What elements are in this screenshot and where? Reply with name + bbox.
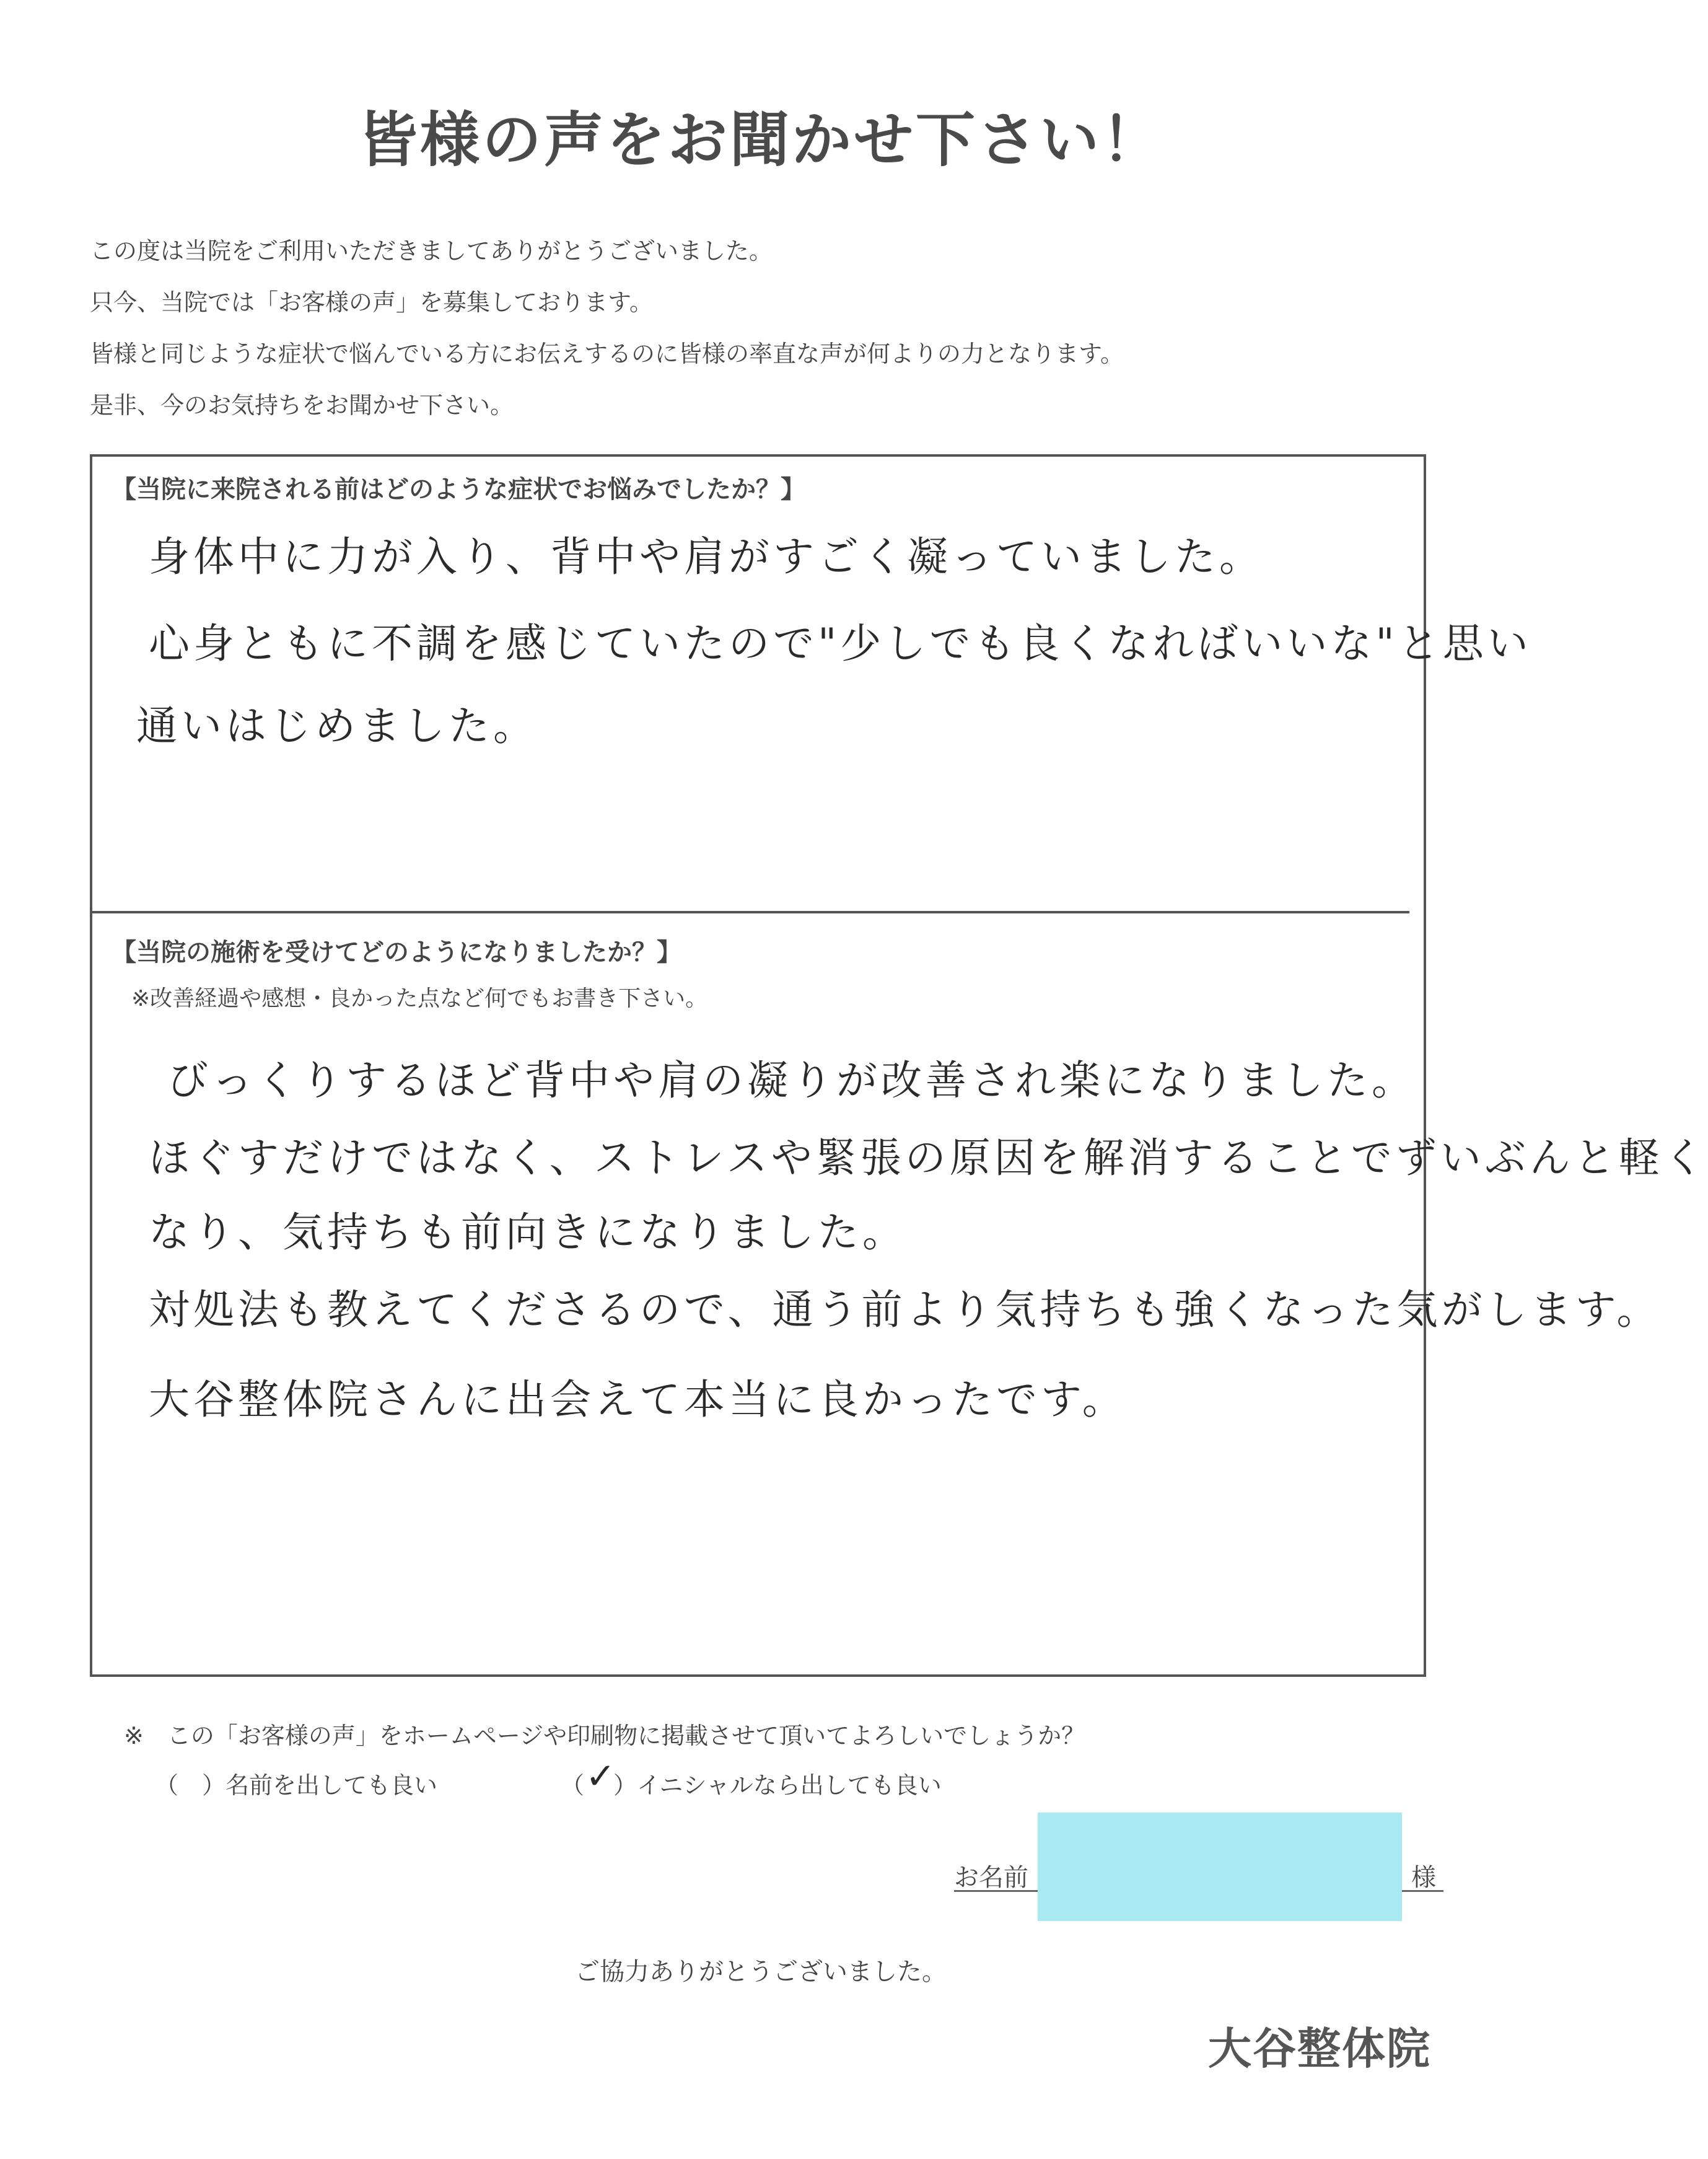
thanks-text: ご協力ありがとうございました。 [575,1958,947,1986]
check-mark-icon: ✓ [585,1755,616,1797]
name-redaction [1038,1813,1402,1921]
question2-answer-line: びっくりするほど背中や肩の凝りが改善され楽になりました。 [167,1057,1416,1104]
intro-line: この度は当院をご利用いただきましてありがとうございました。 [90,237,773,265]
question2-answer-line: 大谷整体院さんに出会えて本当に良かったです。 [149,1376,1127,1423]
question2-answer-line: ほぐすだけではなく、ストレスや緊張の原因を解消することでずいぶんと軽く [149,1134,1708,1182]
clinic-name: 大谷整体院 [1208,2023,1431,2074]
intro-text [90,235,1124,441]
consent-question: ※ この「お客様の声」をホームページや印刷物に掲載させて頂いてよろしいでしょうか？ [124,1722,1085,1749]
question1-answer-line: 身体中に力が入り、背中や肩がすごく凝っていました。 [149,533,1264,581]
intro-line: 只今、当院では「お客様の声」を募集しております。 [90,289,653,316]
consent-option-initial[interactable]: ）イニシャルなら出しても良い [613,1772,942,1799]
section-divider [90,911,1409,913]
page-title: 皆様の声をお聞かせ下さい！ [358,105,1163,175]
question1-answer-line: 通いはじめました。 [136,702,538,750]
question2-answer-line: なり、気持ちも前向きになりました。 [149,1208,907,1256]
consent-option-name[interactable]: （ ）名前を出しても良い [155,1772,438,1799]
question1-answer-line: 心身ともに不調を感じていたので"少しでも良くなればいいな"と思い [149,620,1532,667]
name-label: お名前 [954,1863,1028,1892]
question1-heading: 【当院に来院される前はどのような症状でお悩みでしたか？】 [112,475,805,504]
question2-note: ※改善経過や感想・良かった点など何でもお書き下さい。 [131,986,708,1011]
intro-line: 皆様と同じような症状で悩んでいる方にお伝えするのに皆様の率直な声が何よりの力となります。 [90,340,1124,367]
consent-option-initial-open[interactable]: （ [561,1772,585,1799]
intro-line: 是非、今のお気持ちをお聞かせ下さい。 [90,392,514,419]
question2-answer-line: 対処法も教えてくださるので、通う前より気持ちも強くなった気がします。 [149,1286,1662,1334]
name-suffix: 様 [1411,1863,1436,1892]
question2-heading: 【当院の施術を受けてどのようになりましたか？】 [112,938,681,967]
